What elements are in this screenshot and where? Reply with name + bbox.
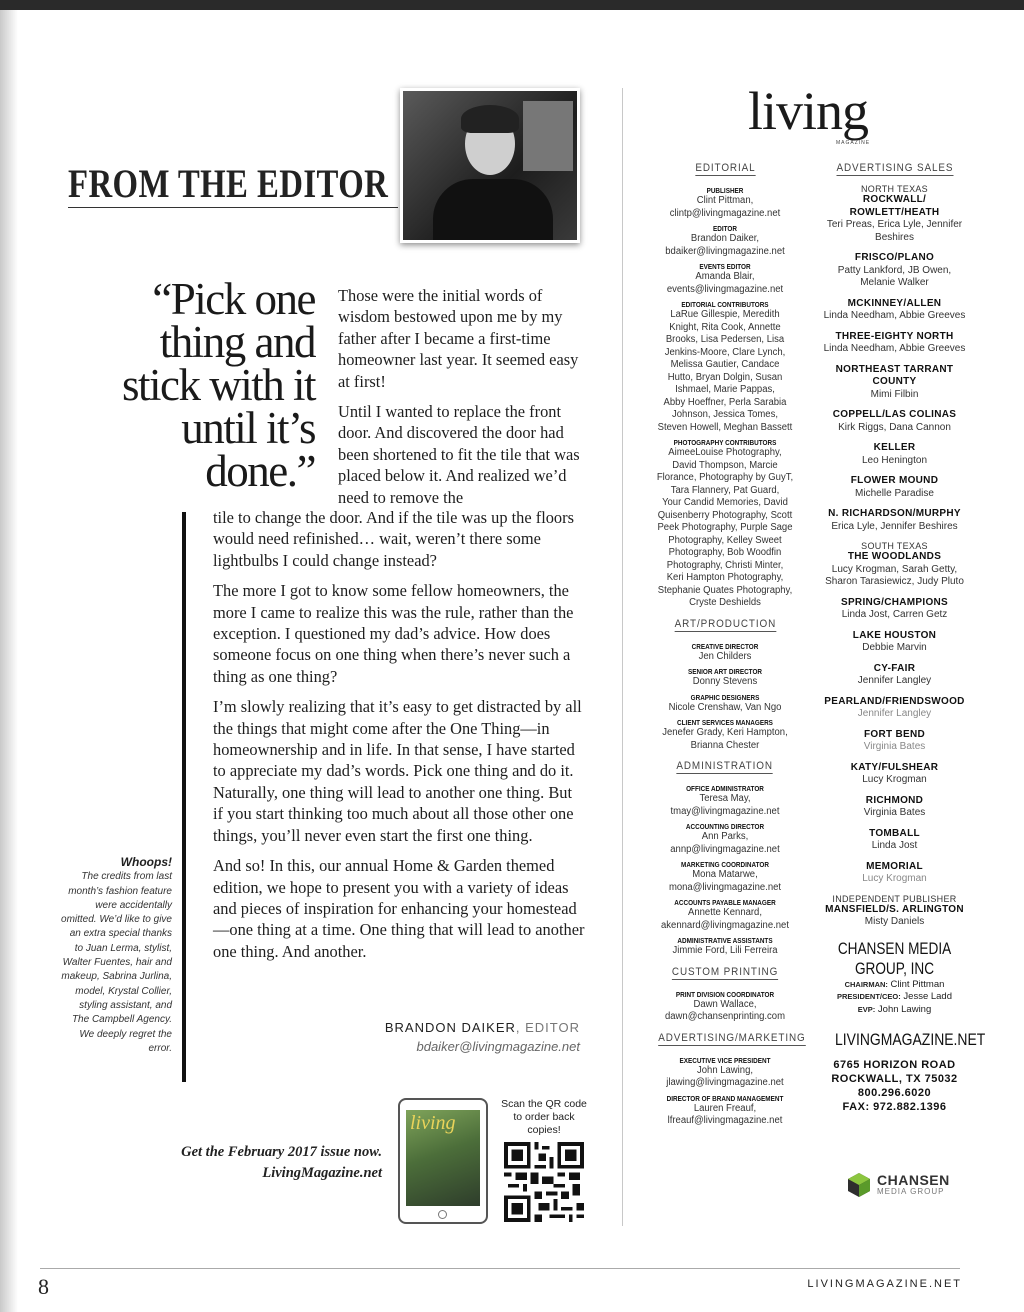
signature [385, 1020, 580, 1054]
staff-names: Teresa May, tmay@livingmagazine.net [670, 793, 780, 817]
staff-role: DIRECTOR OF BRAND MANAGEMENT [666, 1093, 784, 1103]
article-paragraph: The more I got to know some fellow homeowners, the more I came to realize this was the rule, rather than the exception. I questioned my dad’s advice. How does someone focus on one thing when there’s never such a thing as one thing? [213, 581, 574, 686]
region-name: FLOWER MOUND [850, 475, 939, 486]
region-name: MANSFIELD/S. ARLINGTON [825, 903, 964, 915]
region-reps: Linda Jost, Carren Getz [841, 609, 948, 620]
staff-names: Clint Pittman, clintp@livingmagazine.net [669, 195, 781, 219]
correction-heading: Whoops! [120, 855, 172, 869]
staff-role: ACCOUNTING DIRECTOR [685, 822, 765, 831]
article-paragraph: I’m slowly realizing that it’s easy to get distracted by all the things that might come after the One Thing—in homeownership and in life. In that sense, I have started to appreciate my dad’s words. Pick one thing and do it. Naturally, one thing will lead to another one thing. But if you start thinking too much about all those other one things, you’ll never even start the first one thing. [213, 697, 582, 845]
region-name: N. RICHARDSON/MURPHY [828, 508, 961, 519]
region-name: COPPELL/LAS COLINAS [832, 409, 957, 420]
region-reps: Lucy Krogman, Sarah Getty, Sharon Tarasiewicz, Judy Pluto [825, 563, 964, 587]
section-heading: ADVERTISING/MARKETING [658, 1031, 806, 1044]
region-reps: Jennifer Langley [857, 675, 932, 686]
staff-role: EXECUTIVE VICE PRESIDENT [679, 1055, 771, 1065]
chansen-hex-icon [846, 1172, 872, 1198]
staff-names: LaRue Gillespie, Meredith Knight, Rita Cook, Annette Brooks, Lisa Pedersen, Lisa Jenkins-Moore, Clare Lynch, Melissa Gautier, Candace Hutto, Bryan Dolgin, Susan Ishmael, Marie Pappas, Abby Hoeffner, Perla Sarabia Johnson, Jessica Tomes, Steven Howell, Meghan Bassett [657, 309, 793, 433]
staff-role: PHOTOGRAPHY CONTRIBUTORS [673, 438, 777, 447]
staff-names: Donny Stevens [692, 676, 758, 687]
staff-names: Annette Kennard, akennard@livingmagazine.net [661, 907, 789, 931]
pull-quote: “Pick one thing and stick with it until it’s done.” [122, 274, 315, 496]
staff-names: Lauren Freauf, lfreauf@livingmagazine.net [667, 1102, 783, 1126]
correction-text: The credits from last month’s fashion feature were accidentally omitted. We’d like to give an extra special thanks to Juan Lerma, stylist, Walter Fuentes, hair and makeup, Sabrina Jurlina, model, Krystal Collier, styling assistant, and The Campbell Agency. We deeply regret the error. [61, 871, 172, 1054]
staff-role: PRINT DIVISION COORDINATOR [675, 989, 775, 999]
region-name: TOMBALL [869, 827, 920, 839]
staff-role: EDITOR [713, 224, 737, 233]
region-reps: Mimi Filbin [870, 388, 919, 400]
qr-caption: Scan the QR code to order back copies! [501, 1098, 587, 1136]
masthead-left [650, 158, 806, 1132]
section-heading: ADVERTISING SALES [836, 162, 953, 174]
region-name: KELLER [873, 442, 916, 453]
staff-role: PUBLISHER [706, 186, 744, 195]
region-group: INDEPENDENT PUBLISHER [832, 893, 957, 904]
region-group: SOUTH TEXAS [861, 541, 928, 551]
issue-promo [150, 1142, 382, 1184]
staff-role: ADMINISTRATIVE ASSISTANTS [677, 936, 773, 945]
region-name: KATY/FULSHEAR [850, 761, 939, 773]
region-reps: Linda Jost [871, 840, 918, 851]
region-reps: Michelle Paradise [855, 487, 934, 499]
chansen-logo-bottom: MEDIA GROUP [877, 1187, 945, 1196]
region-name: THE WOODLANDS [847, 551, 942, 562]
cover-logo: living [410, 1112, 456, 1134]
company-president: PRESIDENT/CEO: Jesse Ladd [837, 991, 952, 1002]
region-reps: Virginia Bates [863, 741, 926, 752]
region-name: MCKINNEY/ALLEN [847, 297, 942, 309]
article-column-wide [213, 507, 585, 971]
article-paragraph: And so! In this, our annual Home & Garden themed edition, we hope to present you with a variety of ideas and pieces of inspiration for enhancing your homestead—one thing at a time. One thing that will lead to another one thing. And another. [213, 856, 585, 961]
staff-role: CREATIVE DIRECTOR [691, 641, 759, 651]
staff-names: Jimmie Ford, Lili Ferreira [672, 945, 778, 956]
living-logo-sub: MAGAZINE [836, 140, 871, 146]
staff-names: Brandon Daiker, bdaiker@livingmagazine.net [665, 233, 785, 257]
editor-photo [400, 88, 580, 243]
staff-role: SENIOR ART DIRECTOR [687, 667, 763, 676]
staff-names: Ann Parks, annp@livingmagazine.net [670, 831, 780, 855]
staff-role: EVENTS EDITOR [699, 262, 751, 271]
company-site[interactable]: LIVINGMAGAZINE.NET [835, 1030, 986, 1049]
region-reps: Debbie Marvin [862, 642, 927, 653]
region-name: FORT BEND [863, 728, 926, 740]
staff-names: Amanda Blair, events@livingmagazine.net [666, 271, 784, 295]
staff-role: CLIENT SERVICES MANAGERS [677, 718, 773, 727]
page-title: FROM THE EDITOR [68, 161, 389, 206]
company-name: CHANSEN MEDIA GROUP, INC [837, 938, 952, 978]
section-heading: ADMINISTRATION [676, 760, 774, 772]
chansen-logo-top: CHANSEN [877, 1172, 950, 1188]
region-name: CY-FAIR [873, 662, 916, 674]
issue-promo-link[interactable]: LivingMagazine.net [262, 1165, 382, 1181]
staff-names: Jen Childers [698, 650, 752, 662]
article-column-narrow [338, 285, 583, 508]
staff-names: Nicole Crenshaw, Van Ngo [668, 701, 782, 713]
title-rule [68, 207, 398, 208]
region-reps: Kirk Riggs, Dana Cannon [838, 421, 951, 433]
company-evp: EVP: John Lawing [857, 1003, 932, 1015]
staff-names: John Lawing, jlawing@livingmagazine.net [666, 1064, 784, 1088]
company-address: 6765 HORIZON ROAD ROCKWALL, TX 75032 800.296.6020 FAX: 972.882.1396 [831, 1059, 958, 1113]
region-reps: Erica Lyle, Jennifer Beshires [831, 520, 958, 532]
region-name: LAKE HOUSTON [852, 629, 937, 641]
masthead-right [822, 158, 986, 1114]
signature-role: , EDITOR [515, 1020, 580, 1035]
staff-role: GRAPHIC DESIGNERS [690, 692, 760, 702]
region-name: MEMORIAL [866, 860, 923, 872]
region-reps: Teri Preas, Erica Lyle, Jennifer Beshires [826, 219, 963, 243]
region-reps: Virginia Bates [863, 807, 926, 818]
living-logo: living [748, 81, 869, 141]
staff-role: OFFICE ADMINISTRATOR [686, 784, 764, 793]
quote-bar [182, 512, 186, 1082]
region-name: SPRING/CHAMPIONS [840, 596, 949, 608]
region-reps: Leo Henington [861, 454, 928, 466]
column-divider [622, 88, 623, 1226]
footer-rule [40, 1268, 960, 1269]
tablet-home-icon [438, 1210, 447, 1219]
region-reps: Lucy Krogman [862, 873, 927, 884]
region-reps: Jennifer Langley [857, 708, 932, 719]
region-name: RICHMOND [865, 794, 924, 806]
staff-names: Dawn Wallace, dawn@chansenprinting.com [664, 998, 786, 1022]
region-group: NORTH TEXAS [861, 184, 928, 194]
tablet-cover [398, 1098, 488, 1224]
company-chairman: CHAIRMAN: Clint Pittman [844, 978, 945, 990]
region-name: FRISCO/PLANO [854, 252, 935, 263]
region-reps: Linda Needham, Abbie Greeves [823, 310, 966, 321]
signature-email[interactable]: bdaiker@livingmagazine.net [416, 1039, 580, 1054]
staff-role: MARKETING COORDINATOR [681, 860, 769, 869]
chansen-logo [846, 1172, 950, 1198]
article-paragraph: Those were the initial words of wisdom bestowed upon me by my father after I became a first-time homeowner last year. It seemed easy at first! [338, 286, 579, 391]
region-reps: Patty Lankford, JB Owen, Melanie Walker [837, 264, 952, 288]
region-name: NORTHEAST TARRANT COUNTY [835, 363, 954, 387]
region-reps: Linda Needham, Abbie Greeves [823, 343, 966, 354]
region-name: THREE-EIGHTY NORTH [835, 330, 954, 342]
region-reps: Misty Daniels [864, 916, 925, 927]
qr-code-icon[interactable] [504, 1142, 584, 1222]
top-bar [0, 0, 1024, 10]
article-paragraph: Until I wanted to replace the front door. And discovered the door had been shortened to fit the tile that was placed below it. And realized we’d need to remove the [338, 402, 580, 507]
region-list [822, 184, 967, 929]
section-heading: ART/PRODUCTION [674, 617, 776, 630]
signature-name: BRANDON DAIKER [384, 1020, 516, 1035]
staff-role: EDITORIAL CONTRIBUTORS [681, 300, 769, 309]
region-name: PEARLAND/FRIENDSWOOD [824, 695, 965, 707]
staff-role: ACCOUNTS PAYABLE MANAGER [674, 898, 776, 907]
page-number: 8 [38, 1274, 49, 1299]
staff-names: Jenefer Grady, Keri Hampton, Brianna Chester [662, 727, 788, 751]
article-paragraph: tile to change the door. And if the tile was up the floors would need refinished… wait, weren’t there some lightbulbs I could change instead? [213, 508, 574, 570]
staff-names: AimeeLouise Photography, David Thompson, Marcie Florance, Photography by GuyT, Tara Flannery, Pat Guard, Your Candid Memories, David Quisenberry Photography, Scott Peek Photography, Purple Sage Photography, Kelley Sweet Photography, Bob Woodfin Photography, Christi Minter, Keri Hampton Photography, Stephanie Quates Photography, Cryste Deshields [656, 447, 794, 608]
footer-site[interactable]: LIVINGMAGAZINE.NET [807, 1278, 962, 1290]
section-heading: EDITORIAL [694, 162, 756, 174]
section-heading: CUSTOM PRINTING [671, 965, 779, 978]
staff-names: Mona Matarwe, mona@livingmagazine.net [668, 869, 782, 893]
region-name: ROCKWALL/ ROWLETT/HEATH [849, 194, 940, 218]
correction-note [60, 855, 172, 1056]
issue-promo-line: Get the February 2017 issue now. [181, 1144, 382, 1160]
page-edge-shadow [0, 10, 18, 1312]
region-reps: Lucy Krogman [862, 774, 927, 785]
